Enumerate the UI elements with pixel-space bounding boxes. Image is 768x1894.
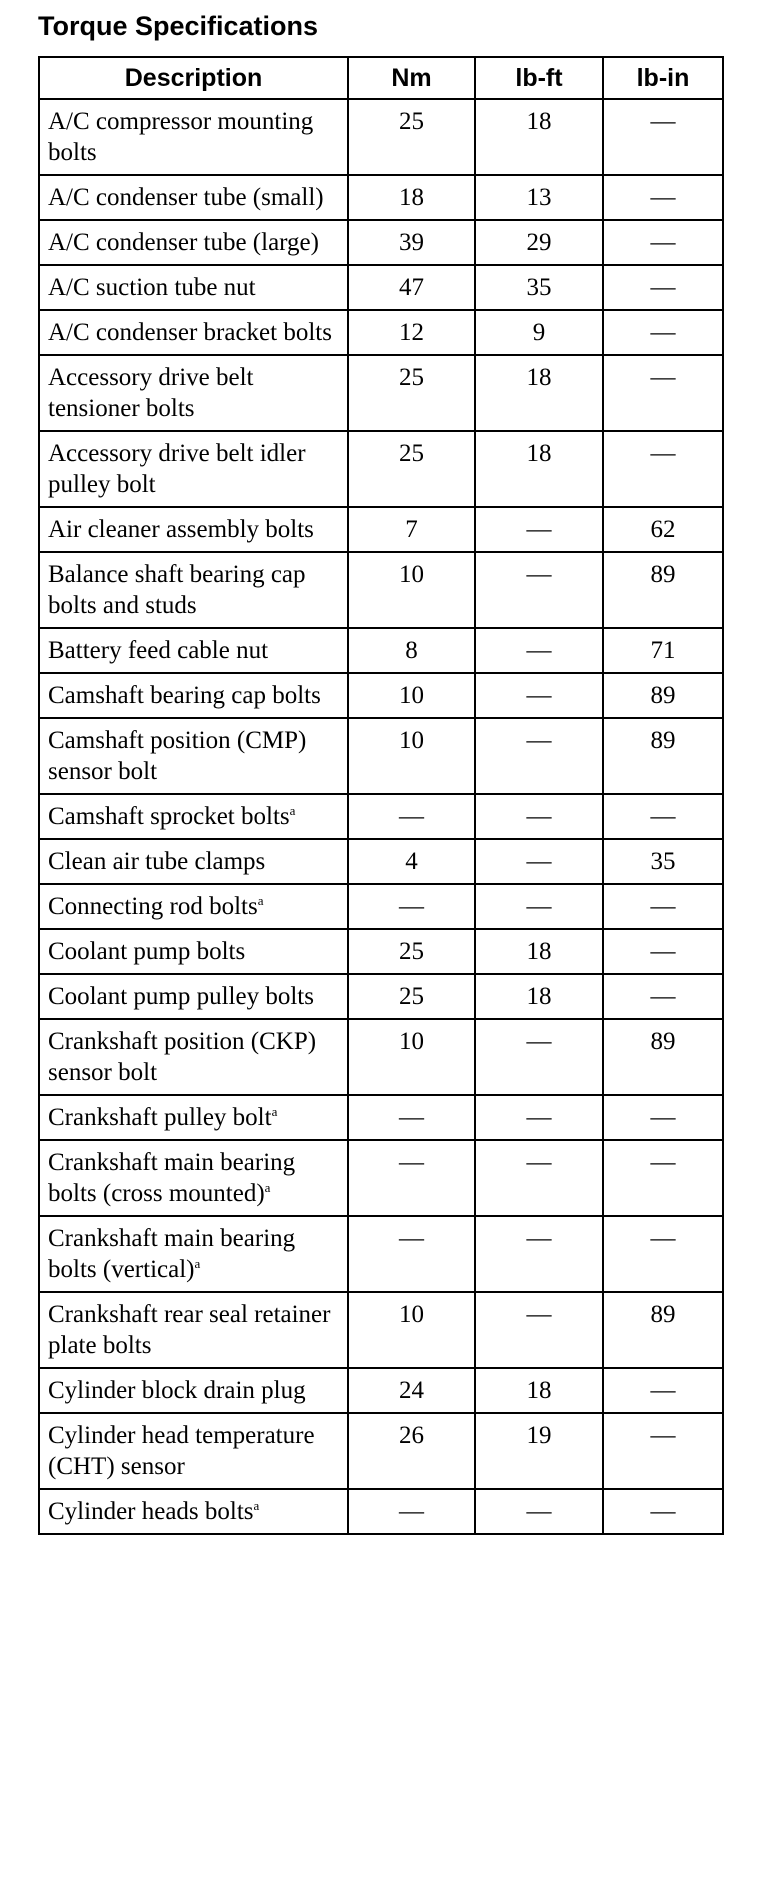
description-cell [39, 99, 348, 175]
nm-cell: 10 [348, 1019, 475, 1095]
lbin-cell: — [603, 1140, 723, 1216]
lbft-cell: — [475, 1489, 603, 1534]
description-cell [39, 884, 348, 929]
table-row [39, 1292, 723, 1368]
footnote-marker: a [264, 1180, 271, 1195]
description-cell [39, 431, 348, 507]
nm-cell: 7 [348, 507, 475, 552]
description-text: Cylinder head temperature (CHT) sensor [48, 1422, 315, 1480]
nm-cell: 26 [348, 1413, 475, 1489]
table-row [39, 431, 723, 507]
table-row [39, 175, 723, 220]
table-row [39, 1368, 723, 1413]
lbin-cell: 89 [603, 673, 723, 718]
table-row [39, 628, 723, 673]
footnote-marker: a [257, 893, 264, 908]
footnote-marker: a [253, 1498, 260, 1513]
description-text: Battery feed cable nut [48, 637, 269, 664]
description-cell [39, 628, 348, 673]
lbin-cell: 89 [603, 1292, 723, 1368]
description-text: Camshaft position (CMP) sensor bolt [48, 727, 307, 785]
table-row [39, 718, 723, 794]
nm-cell: — [348, 794, 475, 839]
lbft-cell: — [475, 552, 603, 628]
lbin-cell: — [603, 355, 723, 431]
nm-cell: 25 [348, 99, 475, 175]
description-cell [39, 1292, 348, 1368]
description-text: Camshaft bearing cap bolts [48, 682, 321, 709]
description-cell [39, 794, 348, 839]
lbin-cell: — [603, 1095, 723, 1140]
nm-cell: 25 [348, 355, 475, 431]
lbft-cell: 18 [475, 929, 603, 974]
nm-cell: 39 [348, 220, 475, 265]
description-text: A/C suction tube nut [48, 274, 256, 301]
description-cell [39, 1140, 348, 1216]
lbft-cell: — [475, 884, 603, 929]
column-header-lbin: lb-in [603, 57, 723, 99]
table-row [39, 220, 723, 265]
lbin-cell: — [603, 220, 723, 265]
lbin-cell: — [603, 265, 723, 310]
lbin-cell: — [603, 1368, 723, 1413]
nm-cell: 24 [348, 1368, 475, 1413]
description-text: Crankshaft pulley bolt [48, 1104, 272, 1131]
description-cell [39, 974, 348, 1019]
column-header-description: Description [39, 57, 348, 99]
lbin-cell: — [603, 1489, 723, 1534]
table-row [39, 552, 723, 628]
footnote-marker: a [271, 1104, 278, 1119]
description-text: Balance shaft bearing cap bolts and studs [48, 561, 306, 619]
nm-cell: 10 [348, 552, 475, 628]
nm-cell: 47 [348, 265, 475, 310]
lbft-cell: — [475, 1292, 603, 1368]
table-row [39, 1413, 723, 1489]
table-row [39, 673, 723, 718]
table-row [39, 310, 723, 355]
lbft-cell: — [475, 839, 603, 884]
table-row [39, 839, 723, 884]
table-row [39, 507, 723, 552]
table-row [39, 99, 723, 175]
description-text: Cylinder block drain plug [48, 1377, 306, 1404]
table-body [39, 99, 723, 1534]
lbft-cell: 35 [475, 265, 603, 310]
nm-cell: 10 [348, 1292, 475, 1368]
nm-cell: 8 [348, 628, 475, 673]
lbft-cell: — [475, 794, 603, 839]
lbin-cell: — [603, 99, 723, 175]
lbft-cell: — [475, 1095, 603, 1140]
description-cell [39, 1216, 348, 1292]
nm-cell: — [348, 1489, 475, 1534]
nm-cell: 25 [348, 431, 475, 507]
lbft-cell: 9 [475, 310, 603, 355]
description-cell [39, 718, 348, 794]
description-cell [39, 839, 348, 884]
lbft-cell: — [475, 1216, 603, 1292]
nm-cell: 18 [348, 175, 475, 220]
table-row [39, 265, 723, 310]
nm-cell: 12 [348, 310, 475, 355]
table-row [39, 1489, 723, 1534]
description-text: Air cleaner assembly bolts [48, 516, 314, 543]
description-text: Clean air tube clamps [48, 848, 266, 875]
lbft-cell: 18 [475, 1368, 603, 1413]
description-cell [39, 1368, 348, 1413]
nm-cell: 25 [348, 929, 475, 974]
table-row [39, 884, 723, 929]
lbft-cell: 18 [475, 355, 603, 431]
lbin-cell: 89 [603, 552, 723, 628]
torque-table [38, 56, 724, 1535]
nm-cell: — [348, 1216, 475, 1292]
lbin-cell: 71 [603, 628, 723, 673]
description-text: A/C compressor mounting bolts [48, 108, 314, 166]
description-text: Crankshaft rear seal retainer plate bolts [48, 1301, 331, 1359]
table-row [39, 355, 723, 431]
lbin-cell: — [603, 1413, 723, 1489]
nm-cell: — [348, 1095, 475, 1140]
column-header-lbft: lb-ft [475, 57, 603, 99]
description-text: A/C condenser bracket bolts [48, 319, 332, 346]
lbin-cell: — [603, 1216, 723, 1292]
lbin-cell: — [603, 974, 723, 1019]
description-cell [39, 1095, 348, 1140]
description-text: Crankshaft main bearing bolts (cross mounted) [48, 1149, 296, 1207]
description-cell [39, 265, 348, 310]
footnote-marker: a [194, 1256, 201, 1271]
description-text: Accessory drive belt idler pulley bolt [48, 440, 306, 498]
nm-cell: 4 [348, 839, 475, 884]
lbin-cell: 89 [603, 1019, 723, 1095]
description-cell [39, 1413, 348, 1489]
description-cell [39, 507, 348, 552]
description-cell [39, 673, 348, 718]
column-header-nm: Nm [348, 57, 475, 99]
lbft-cell: — [475, 1019, 603, 1095]
nm-cell: — [348, 884, 475, 929]
description-text: Accessory drive belt tensioner bolts [48, 364, 254, 422]
description-cell [39, 220, 348, 265]
description-cell [39, 1019, 348, 1095]
lbin-cell: — [603, 929, 723, 974]
table-row [39, 1216, 723, 1292]
table-row [39, 974, 723, 1019]
lbft-cell: 13 [475, 175, 603, 220]
description-text: Coolant pump bolts [48, 938, 246, 965]
table-row [39, 794, 723, 839]
lbft-cell: 19 [475, 1413, 603, 1489]
description-cell [39, 552, 348, 628]
description-text: Crankshaft main bearing bolts (vertical) [48, 1225, 296, 1283]
nm-cell: 25 [348, 974, 475, 1019]
description-text: Camshaft sprocket bolts [48, 803, 290, 830]
lbin-cell: — [603, 310, 723, 355]
table-row [39, 929, 723, 974]
nm-cell: 10 [348, 673, 475, 718]
description-cell [39, 1489, 348, 1534]
description-cell [39, 355, 348, 431]
table-row [39, 1095, 723, 1140]
footnote-marker: a [289, 803, 296, 818]
description-cell [39, 929, 348, 974]
lbft-cell: — [475, 507, 603, 552]
lbft-cell: — [475, 718, 603, 794]
description-text: A/C condenser tube (small) [48, 184, 324, 211]
description-text: Coolant pump pulley bolts [48, 983, 314, 1010]
nm-cell: 10 [348, 718, 475, 794]
description-cell [39, 175, 348, 220]
table-header-row [39, 57, 723, 99]
lbft-cell: — [475, 628, 603, 673]
lbft-cell: — [475, 673, 603, 718]
description-text: Cylinder heads bolts [48, 1498, 254, 1525]
table-row [39, 1019, 723, 1095]
page-title: Torque Specifications [38, 11, 319, 41]
lbin-cell: 35 [603, 839, 723, 884]
lbft-cell: 18 [475, 974, 603, 1019]
lbin-cell: — [603, 175, 723, 220]
table-row [39, 1140, 723, 1216]
lbft-cell: 18 [475, 99, 603, 175]
lbin-cell: — [603, 884, 723, 929]
description-text: A/C condenser tube (large) [48, 229, 319, 256]
lbin-cell: — [603, 431, 723, 507]
lbin-cell: — [603, 794, 723, 839]
description-text: Connecting rod bolts [48, 893, 258, 920]
lbin-cell: 62 [603, 507, 723, 552]
lbin-cell: 89 [603, 718, 723, 794]
description-text: Crankshaft position (CKP) sensor bolt [48, 1028, 317, 1086]
lbft-cell: — [475, 1140, 603, 1216]
lbft-cell: 29 [475, 220, 603, 265]
description-cell [39, 310, 348, 355]
lbft-cell: 18 [475, 431, 603, 507]
nm-cell: — [348, 1140, 475, 1216]
